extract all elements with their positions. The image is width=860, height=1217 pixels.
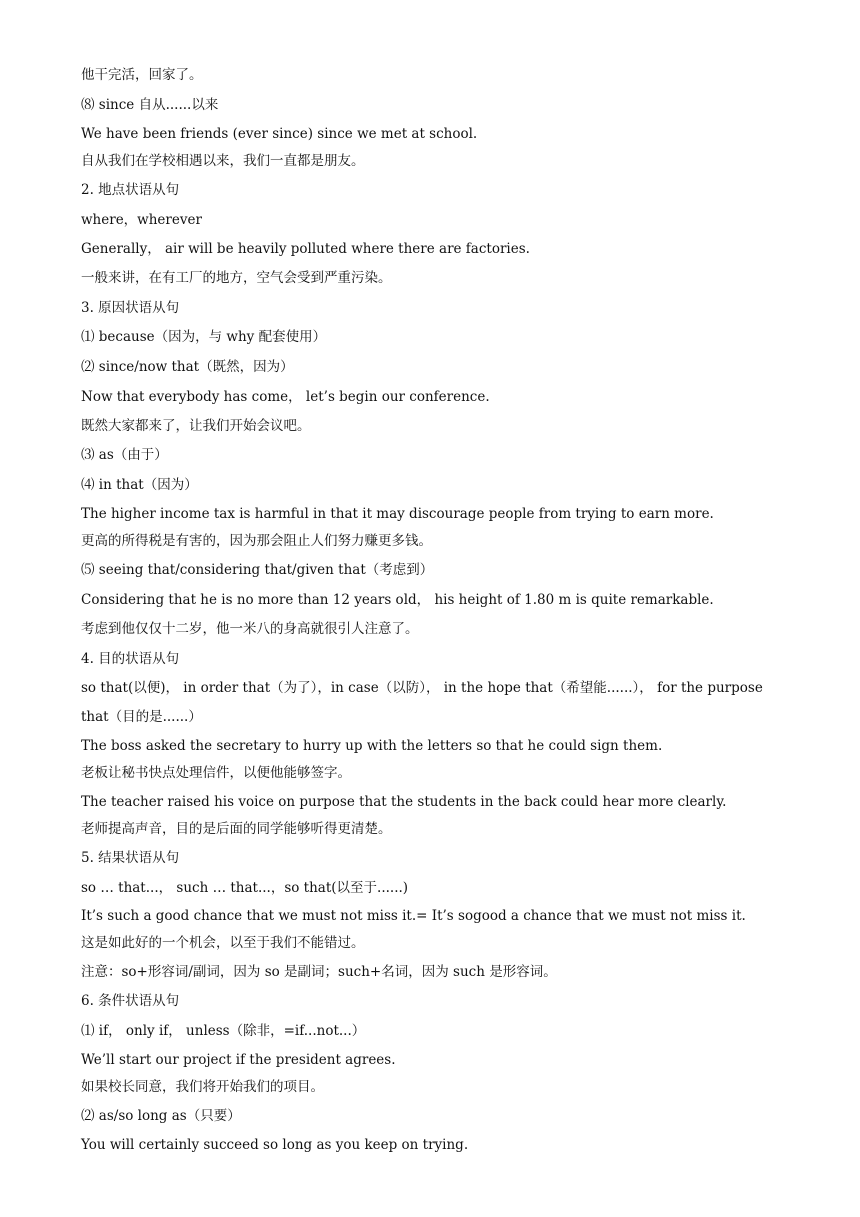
- example-translation: 老板让秘书快点处理信件，以便他能够签字。: [81, 765, 351, 781]
- example-translation: 这是如此好的一个机会，以至于我们不能错过。: [81, 935, 365, 951]
- example-sentence: The boss asked the secretary to hurry up with the letters so that he could sign them.: [81, 738, 663, 754]
- list-item-heading: ⑻ since 自从......以来: [81, 97, 219, 113]
- section-heading: 6. 条件状语从句: [81, 993, 180, 1009]
- example-sentence: The higher income tax is harmful in that it may discourage people from trying to earn more.: [81, 506, 714, 522]
- example-sentence: It’s such a good chance that we must not miss it.= It’s sogood a chance that we must not miss it.: [81, 908, 746, 924]
- example-translation: 更高的所得税是有害的，因为那会阻止人们努力赚更多钱。: [81, 533, 432, 549]
- list-item-heading: ⑴ if， only if， unless（除非，=if...not...）: [81, 1023, 366, 1039]
- example-translation: 老师提高声音，目的是后面的同学能够听得更清楚。: [81, 821, 392, 837]
- list-item-heading: ⑶ as（由于）: [81, 447, 168, 463]
- list-item-heading: ⑷ in that（因为）: [81, 477, 198, 493]
- note-line: 注意：so+形容词/副词，因为 so 是副词；such+名词，因为 such 是形容词。: [81, 964, 557, 980]
- section-heading: 5. 结果状语从句: [81, 850, 180, 866]
- example-translation: 自从我们在学校相遇以来，我们一直都是朋友。: [81, 153, 365, 169]
- text-line: so that(以便)， in order that（为了），in case（以防）， in the hope that（希望能......）， for the purpose that（目的是......）: [81, 680, 763, 725]
- example-sentence: Considering that he is no more than 12 years old， his height of 1.80 m is quite remarkable.: [81, 592, 714, 608]
- example-sentence: The teacher raised his voice on purpose that the students in the back could hear more clearly.: [81, 794, 727, 810]
- example-translation: 如果校长同意，我们将开始我们的项目。: [81, 1079, 324, 1095]
- text-line: so … that...， such … that...，so that(以至于......): [81, 880, 409, 896]
- section-heading: 4. 目的状语从句: [81, 651, 180, 667]
- list-item-heading: ⑸ seeing that/considering that/given that（考虑到）: [81, 562, 434, 578]
- example-translation: 考虑到他仅仅十二岁，他一米八的身高就很引人注意了。: [81, 621, 419, 637]
- example-sentence: Generally， air will be heavily polluted where there are factories.: [81, 241, 530, 257]
- list-item-heading: ⑵ as/so long as（只要）: [81, 1108, 241, 1124]
- example-translation: 既然大家都来了，让我们开始会议吧。: [81, 418, 311, 434]
- text-line: where，wherever: [81, 212, 202, 228]
- example-sentence: We have been friends (ever since) since we met at school.: [81, 126, 478, 142]
- section-heading: 3. 原因状语从句: [81, 300, 180, 316]
- example-sentence: Now that everybody has come， let’s begin our conference.: [81, 389, 490, 405]
- example-translation: 一般来讲，在有工厂的地方，空气会受到严重污染。: [81, 270, 392, 286]
- section-heading: 2. 地点状语从句: [81, 182, 180, 198]
- example-sentence: You will certainly succeed so long as you keep on trying.: [81, 1137, 469, 1153]
- list-item-heading: ⑵ since/now that（既然，因为）: [81, 359, 294, 375]
- example-sentence: We’ll start our project if the president agrees.: [81, 1052, 396, 1068]
- list-item-heading: ⑴ because（因为，与 why 配套使用）: [81, 329, 327, 345]
- text-line: 他干完活，回家了。: [81, 67, 203, 83]
